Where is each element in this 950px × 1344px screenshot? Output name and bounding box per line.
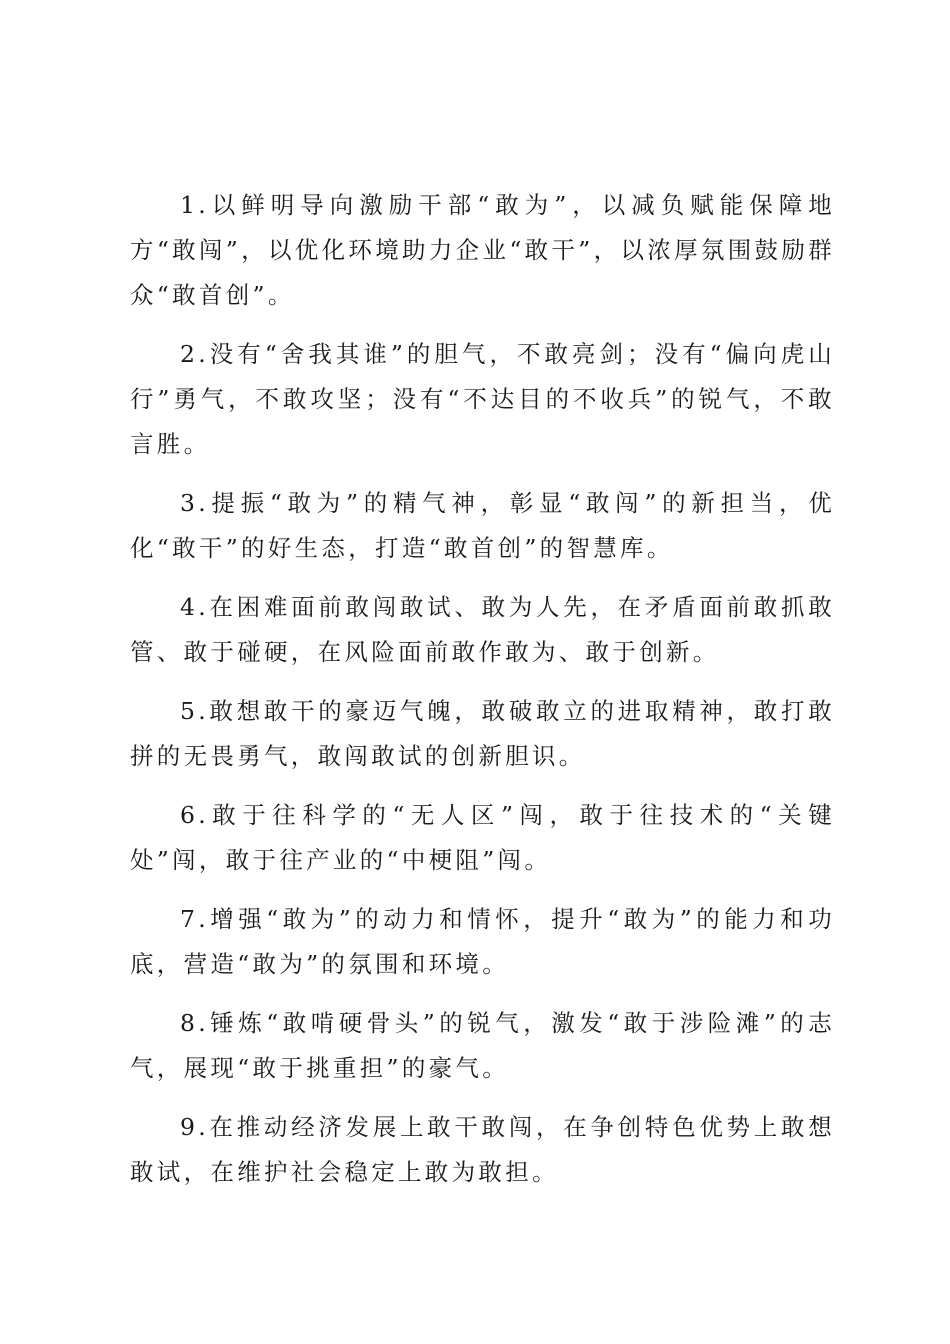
paragraph-8: 8.锤炼“敢啃硬骨头”的锐气，激发“敢于涉险滩”的志气，展现“敢于挑重担”的豪气。 — [130, 1009, 835, 1082]
paragraph-1: 1.以鲜明导向激励干部“敢为”，以减负赋能保障地方“敢闯”，以优化环境助力企业“敢干”，以浓厚氛围鼓励群众“敢首创”。 — [130, 191, 835, 309]
paragraph-7: 7.增强“敢为”的动力和情怀，提升“敢为”的能力和功底，营造“敢为”的氛围和环境。 — [130, 905, 835, 978]
paragraph-5: 5.敢想敢干的豪迈气魄，敢破敢立的进取精神，敢打敢拼的无畏勇气，敢闯敢试的创新胆识。 — [130, 697, 835, 770]
paragraph-6: 6.敢于往科学的“无人区”闯，敢于往技术的“关键处”闯，敢于往产业的“中梗阻”闯。 — [130, 801, 835, 874]
document-body — [130, 183, 835, 1209]
paragraph-2: 2.没有“舍我其谁”的胆气，不敢亮剑；没有“偏向虎山行”勇气，不敢攻坚；没有“不达目的不收兵”的锐气，不敢言胜。 — [130, 340, 835, 458]
paragraph-3: 3.提振“敢为”的精气神，彰显“敢闯”的新担当，优化“敢干”的好生态，打造“敢首创”的智慧库。 — [130, 489, 835, 562]
paragraph-4: 4.在困难面前敢闯敢试、敢为人先，在矛盾面前敢抓敢管、敢于碰硬，在风险面前敢作敢为、敢于创新。 — [130, 593, 835, 666]
paragraph-9: 9.在推动经济发展上敢干敢闯，在争创特色优势上敢想敢试，在维护社会稳定上敢为敢担。 — [130, 1113, 835, 1186]
